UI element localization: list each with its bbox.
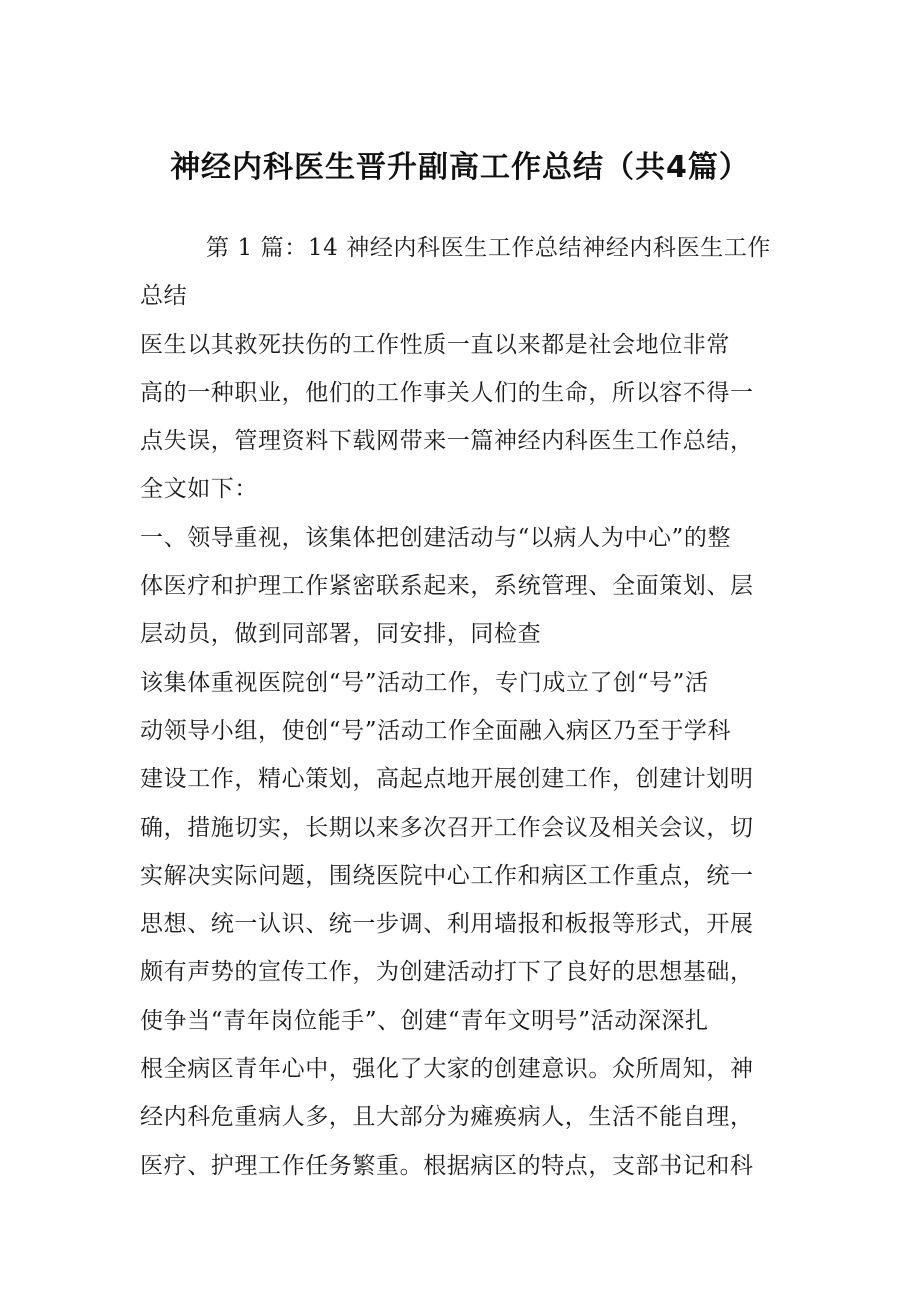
text-line: 医疗、护理工作任务繁重。根据病区的特点，支部书记和科: [140, 1152, 754, 1179]
document-body: [140, 224, 796, 1190]
document-title: 神经内科医生晋升副高工作总结（共4篇）: [170, 150, 750, 185]
text-line: 总结: [140, 283, 188, 310]
text-line: 该集体重视医院创“号”活动工作，专门成立了创“号”活: [140, 669, 709, 696]
text-line: 确，措施切实，长期以来多次召开工作会议及相关会议，切: [140, 814, 754, 841]
text-line: 思想、统一认识、统一步调、利用墙报和板报等形式，开展: [140, 911, 754, 938]
text-line: 高的一种职业，他们的工作事关人们的生命，所以容不得一: [140, 379, 754, 406]
text-line: 实解决实际问题，围绕医院中心工作和病区工作重点，统一: [140, 862, 754, 889]
text-line: 颇有声势的宣传工作，为创建活动打下了良好的思想基础，: [140, 959, 754, 986]
text-line: 根全病区青年心中，强化了大家的创建意识。众所周知，神: [140, 1056, 754, 1083]
text-line: 医生以其救死扶伤的工作性质一直以来都是社会地位非常: [140, 331, 730, 358]
text-line: 全文如下：: [140, 476, 258, 503]
section-heading-line: 第 1 篇：14 神经内科医生工作总结神经内科医生工作: [206, 235, 772, 261]
text-line: 点失误，管理资料下载网带来一篇神经内科医生工作总结，: [140, 428, 754, 455]
text-line: 一、领导重视，该集体把创建活动与“以病人为中心”的整: [140, 524, 732, 551]
text-line: 建设工作，精心策划，高起点地开展创建工作，创建计划明: [140, 766, 754, 793]
text-line: 经内科危重病人多，且大部分为瘫痪病人，生活不能自理，: [140, 1104, 754, 1131]
text-line: 使争当“青年岗位能手”、创建“青年文明号”活动深深扎: [140, 1007, 709, 1034]
text-line: 层动员，做到同部署，同安排，同检查: [140, 621, 542, 648]
text-line: 动领导小组，使创“号”活动工作全面融入病区乃至于学科: [140, 717, 732, 744]
text-line: 体医疗和护理工作紧密联系起来，系统管理、全面策划、层: [140, 573, 754, 600]
